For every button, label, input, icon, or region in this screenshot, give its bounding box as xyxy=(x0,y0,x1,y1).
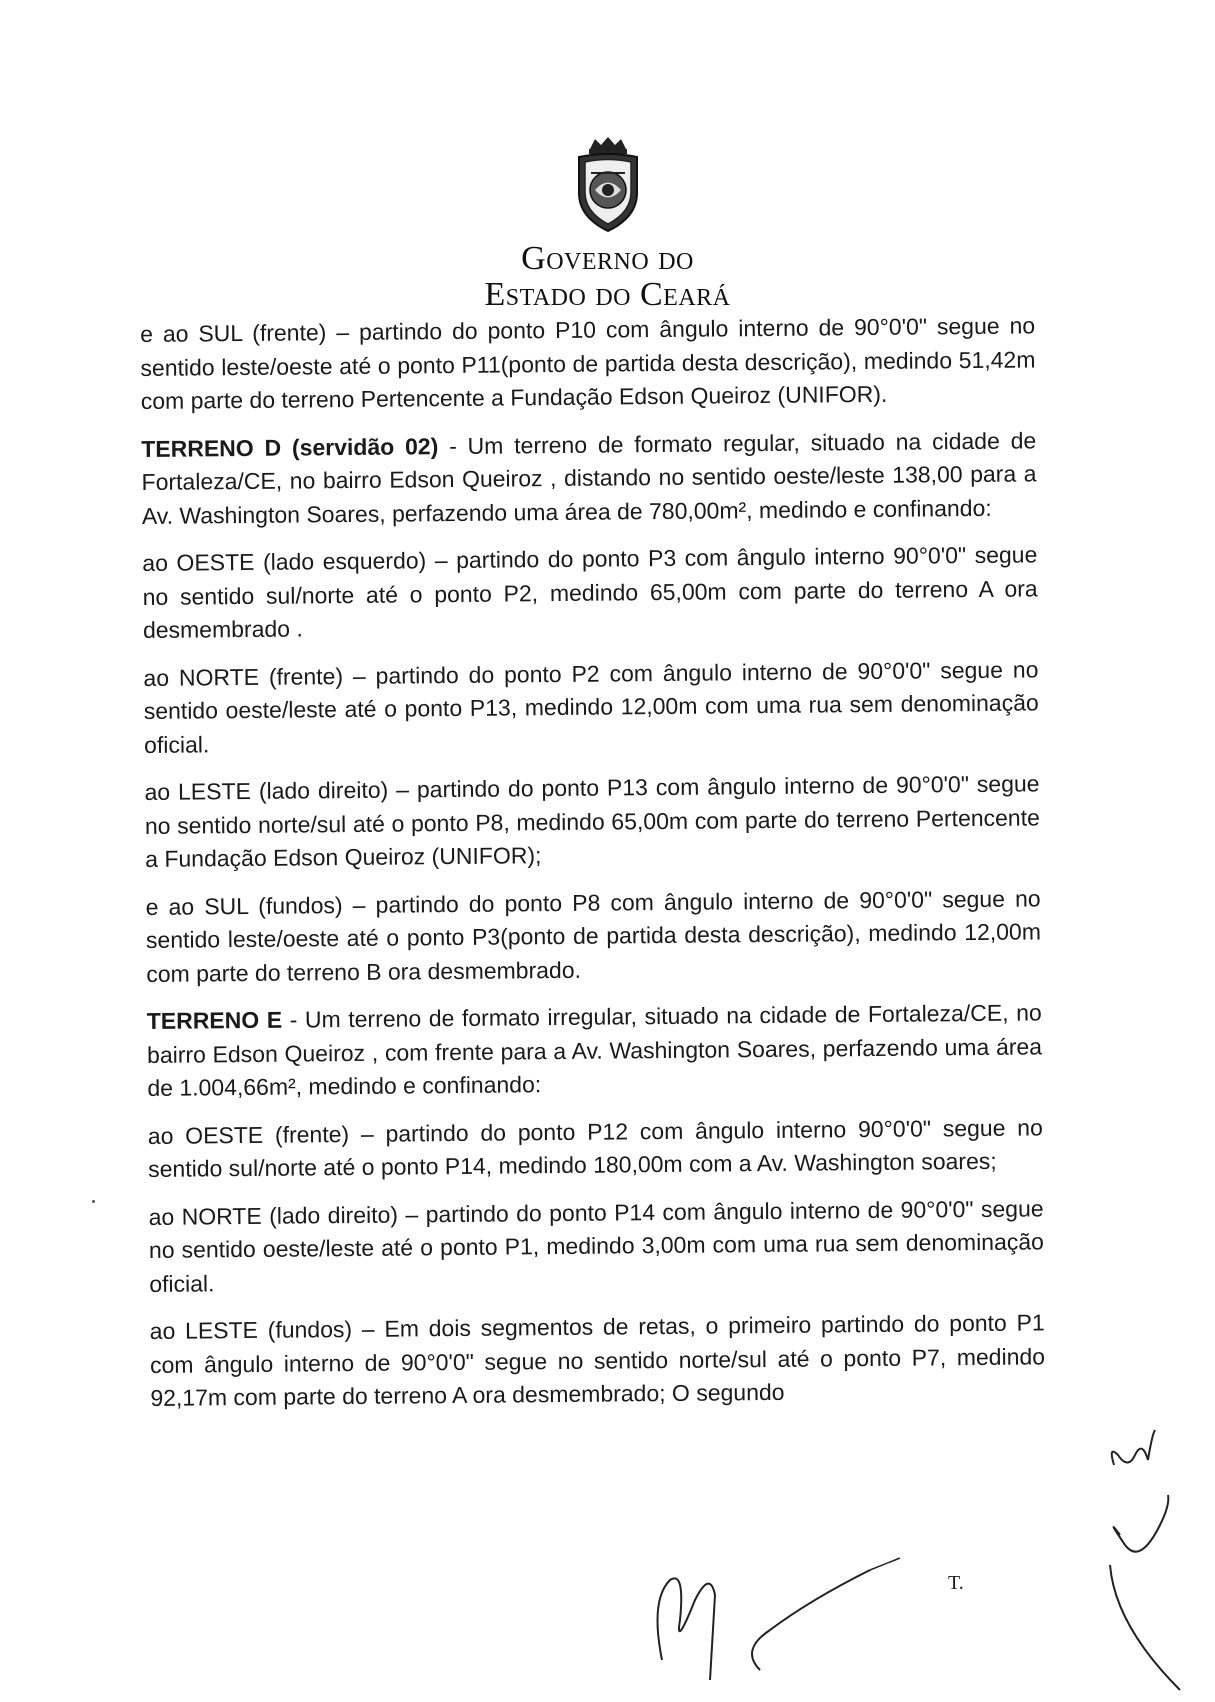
document-header xyxy=(0,135,1215,313)
paragraph-text: - Um terreno de formato regular, situado na cidade de Fortaleza/CE, no bairro Edson Queiroz , distando no sentido oeste/leste 138,00 para a Av. Washington Soares, perfazendo uma área de 780,00m², medindo e confinando: xyxy=(141,426,1037,529)
header-line-2: Estado do Ceará xyxy=(484,276,731,313)
paragraph-text: ao NORTE (lado direito) – partindo do ponto P14 com ângulo interno de 90°0'0" segue no sentido oeste/leste até o ponto P1, medindo 3,00m com uma rua sem denominação oficial. xyxy=(148,1194,1045,1297)
paragraph xyxy=(141,424,1037,533)
paragraph-text: - Um terreno de formato irregular, situado na cidade de Fortaleza/CE, no bairro Edson Queiroz , com frente para a Av. Washington Soares, perfazendo uma área de 1.004,66m², medindo e confinando: xyxy=(146,999,1043,1101)
handwritten-margin-initials-icon xyxy=(1100,1425,1210,1695)
paragraph xyxy=(143,653,1039,762)
paragraph xyxy=(140,309,1036,418)
paragraph-text: ao OESTE (frente) – partindo do ponto P12 com ângulo interno 90°0'0" segue no sentido sul/norte até o ponto P14, medindo 180,00m com a Av. Washington soares; xyxy=(147,1113,1043,1182)
paragraph xyxy=(145,882,1041,991)
paragraph-text: e ao SUL (fundos) – partindo do ponto P8 com ângulo interno de 90°0'0" segue no sentido leste/oeste até o ponto P3(ponto de partida desta descrição), medindo 12,00m com parte do terreno B ora desmembrado. xyxy=(145,884,1042,987)
handwritten-initials-icon xyxy=(640,1540,940,1690)
small-handwritten-mark: T. xyxy=(948,1572,964,1594)
paragraph xyxy=(148,1192,1044,1301)
paragraph-text: ao LESTE (lado direito) – partindo do ponto P13 com ângulo interno de 90°0'0" segue no sentido norte/sul até o ponto P8, medindo 65,00m com parte do terreno Pertencente a Fundação Edson Queiroz (UNIFOR); xyxy=(144,770,1040,872)
paragraph-text: ao LESTE (fundos) – Em dois segmentos de retas, o primeiro partindo do ponto P1 com ângulo interno de 90°0'0" segue no sentido norte/sul até o ponto P7, medindo 92,17m com parte do terreno A ora desmembrado; O segundo xyxy=(149,1309,1046,1411)
header-line-1: Governo do xyxy=(521,240,694,277)
document-body xyxy=(140,309,1046,1429)
paragraph xyxy=(147,996,1043,1105)
paragraph-text: ao NORTE (frente) – partindo do ponto P2 com ângulo interno de 90°0'0" segue no sentido oeste/leste até o ponto P13, medindo 12,00m com uma rua sem denominação oficial. xyxy=(143,655,1039,758)
paragraph xyxy=(144,767,1040,876)
paragraph-text: ao OESTE (lado esquerdo) – partindo do ponto P3 com ângulo interno 90°0'0" segue no sentido sul/norte até o ponto P2, medindo 65,00m com parte do terreno A ora desmembrado . xyxy=(142,541,1038,643)
stray-mark xyxy=(92,1200,95,1203)
coat-of-arms-icon xyxy=(565,135,651,235)
paragraph-text: e ao SUL (frente) – partindo do ponto P10 com ângulo interno de 90°0'0" segue no sentido leste/oeste até o ponto P11(ponto de partida desta descrição), medindo 51,42m com parte do terreno Pertencente a Fundação Edson Queiroz (UNIFOR). xyxy=(140,312,1036,414)
paragraph xyxy=(150,1306,1046,1415)
paragraph xyxy=(148,1111,1044,1187)
paragraph-lead: TERRENO E xyxy=(146,1006,283,1034)
paragraph xyxy=(142,538,1038,647)
paragraph-lead: TERRENO D (servidão 02) xyxy=(141,432,439,462)
